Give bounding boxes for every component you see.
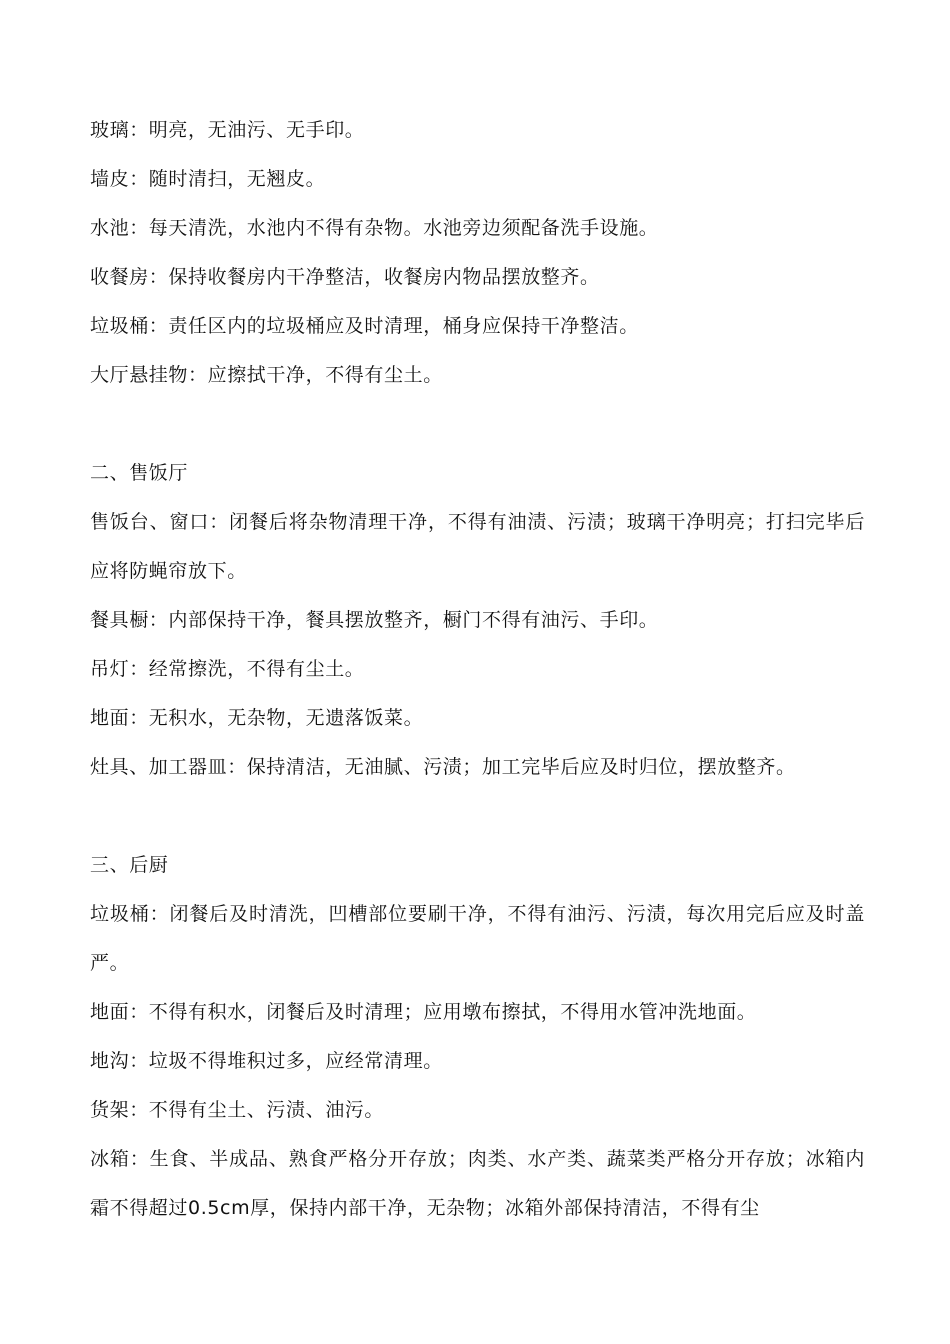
item-stove-utensils: 灶具、加工器皿：保持清洁，无油腻、污渍；加工完毕后应及时归位，摆放整齐。 xyxy=(90,756,796,778)
section-spacer xyxy=(90,792,865,841)
item-serving-counter: 售饭台、窗口：闭餐后将杂物清理干净，不得有油渍、污渍；玻璃干净明亮；打扫完毕后应将防蝇帘放下。 xyxy=(90,511,865,582)
item-dish-room: 收餐房：保持收餐房内干净整洁，收餐房内物品摆放整齐。 xyxy=(90,266,600,288)
item-chandelier: 吊灯：经常擦洗，不得有尘土。 xyxy=(90,658,365,680)
item-glass: 玻璃：明亮，无油污、无手印。 xyxy=(90,119,365,141)
section-heading-back-kitchen: 三、后厨 xyxy=(90,854,169,876)
item-trash-bin: 垃圾桶：责任区内的垃圾桶应及时清理，桶身应保持干净整洁。 xyxy=(90,315,639,337)
item-hall-hangings: 大厅悬挂物：应擦拭干净，不得有尘土。 xyxy=(90,364,443,386)
item-cupboard: 餐具橱：内部保持干净，餐具摆放整齐，橱门不得有油污、手印。 xyxy=(90,609,659,631)
item-wall: 墙皮：随时清扫，无翘皮。 xyxy=(90,168,326,190)
item-floor-drain: 地沟：垃圾不得堆积过多，应经常清理。 xyxy=(90,1050,443,1072)
item-kitchen-floor: 地面：不得有积水，闭餐后及时清理；应用墩布擦拭，不得用水管冲洗地面。 xyxy=(90,1001,757,1023)
item-kitchen-trash-bin: 垃圾桶：闭餐后及时清洗，凹槽部位要刷干净，不得有油污、污渍，每次用完后应及时盖严。 xyxy=(90,903,865,974)
item-floor: 地面：无积水，无杂物，无遗落饭菜。 xyxy=(90,707,424,729)
item-sink: 水池：每天清洗，水池内不得有杂物。水池旁边须配备洗手设施。 xyxy=(90,217,659,239)
item-refrigerator: 冰箱：生食、半成品、熟食严格分开存放；肉类、水产类、蔬菜类严格分开存放；冰箱内霜不得超过0.5cm厚，保持内部干净，无杂物；冰箱外部保持清洁，不得有尘 xyxy=(90,1148,865,1219)
document-body xyxy=(90,106,865,1233)
section-heading-serving-hall: 二、售饭厅 xyxy=(90,462,189,484)
section-spacer xyxy=(90,400,865,449)
item-shelf: 货架：不得有尘土、污渍、油污。 xyxy=(90,1099,385,1121)
